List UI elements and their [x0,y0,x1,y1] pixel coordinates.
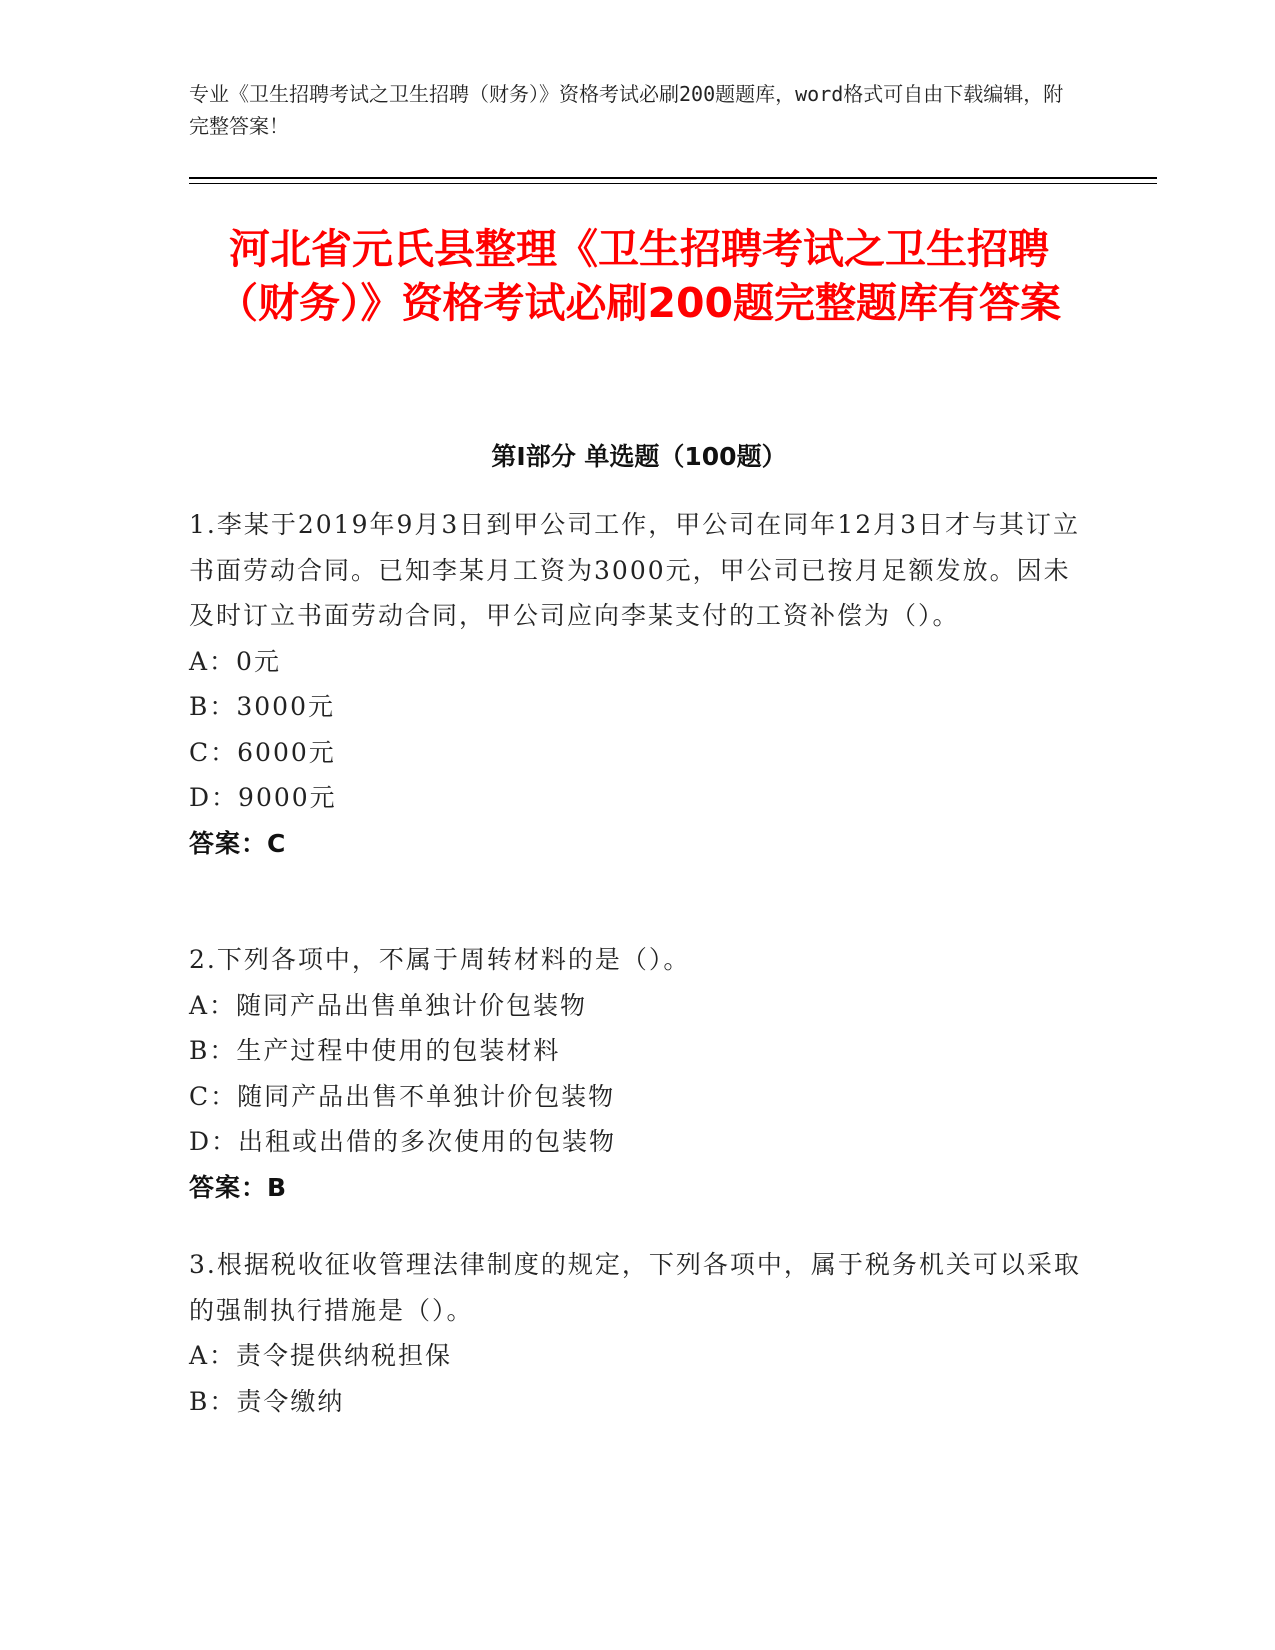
header-note: 专业《卫生招聘考试之卫生招聘（财务）》资格考试必刷200题题库，word格式可自由下载编辑，附完整答案！ [189,82,1064,138]
option-c: C：6000元 [189,737,336,767]
question-stem: 2.下列各项中，不属于周转材料的是（）。 [189,945,691,974]
header-divider-thin [189,183,1157,184]
question-stem: 3.根据税收征收管理法律制度的规定，下列各项中，属于税务机关可以采取的强制执行措施是（）。 [189,1250,1081,1325]
document-title: 河北省元氏县整理《卫生招聘考试之卫生招聘（财务）》资格考试必刷200题完整题库有答案 [216,225,1062,327]
question-2 [189,937,1089,1210]
question-1 [189,502,1089,866]
answer: 答案：B [189,1172,288,1202]
option-b: B：责令缴纳 [189,1386,345,1416]
section-title: 第Ⅰ部分 单选题（100题） [491,442,787,471]
option-a: A：随同产品出售单独计价包装物 [189,990,588,1020]
option-b: B：3000元 [189,692,335,721]
option-b: B：生产过程中使用的包装材料 [189,1036,561,1065]
answer: 答案：C [189,828,287,858]
option-d: D：9000元 [189,783,337,812]
question-stem: 1.李某于2019年9月3日到甲公司工作，甲公司在同年12月3日才与其订立书面劳动合同。已知李某月工资为3000元，甲公司已按月足额发放。因未及时订立书面劳动合同，甲公司应向李某支付的工资补偿为（）。 [189,510,1081,630]
option-c: C：随同产品出售不单独计价包装物 [189,1081,616,1111]
option-a: A：0元 [189,646,281,676]
header-divider-thick [189,177,1157,179]
question-3 [189,1242,1089,1424]
option-d: D：出租或出借的多次使用的包装物 [189,1127,617,1156]
option-a: A：责令提供纳税担保 [189,1341,453,1370]
